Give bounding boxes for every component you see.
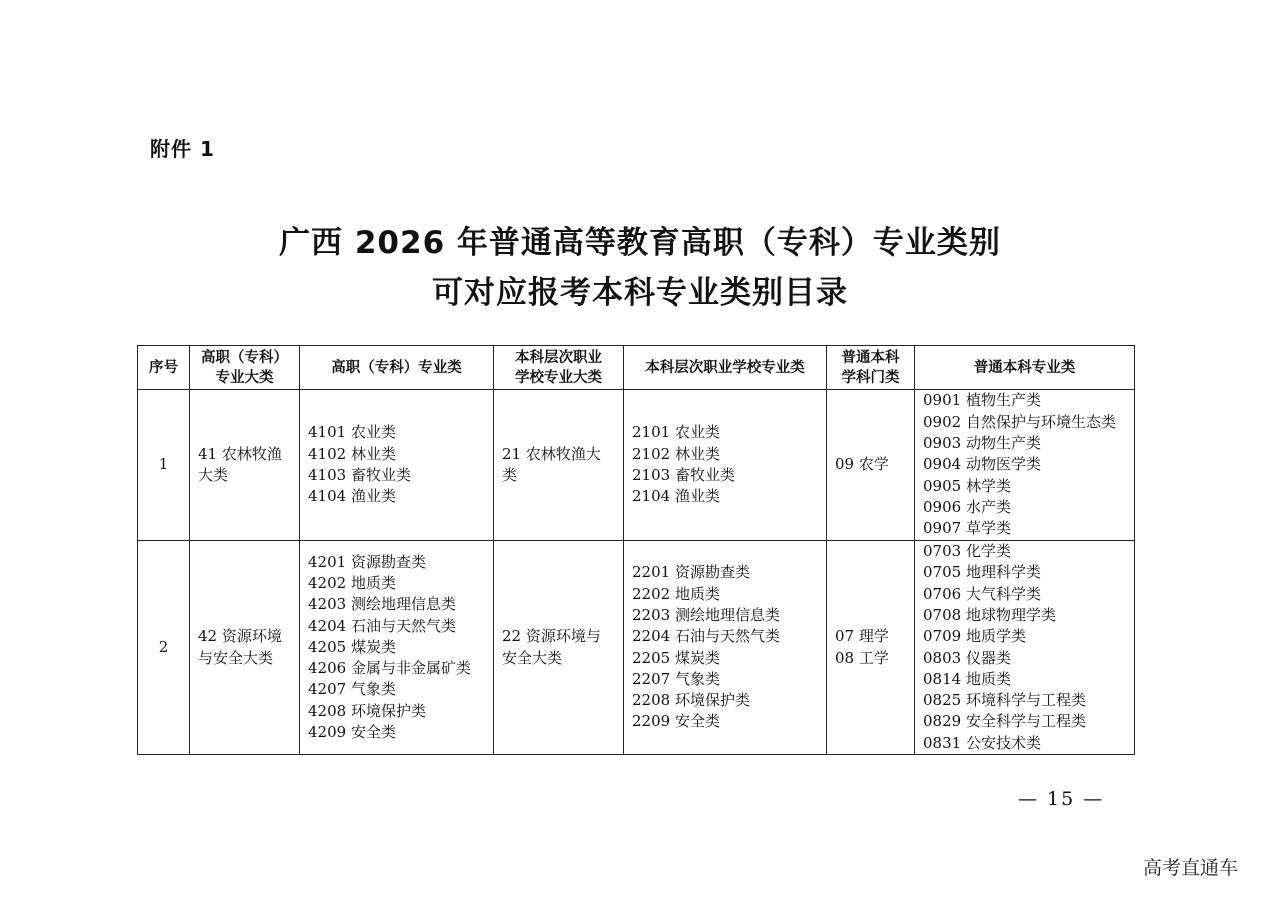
attachment-label: 附件 1: [150, 137, 215, 161]
bachelor-voc-category-text: 21 农林牧渔大类: [502, 444, 601, 484]
list-item: 2203 测绘地理信息类: [632, 605, 780, 624]
list-item: 4101 农业类: [308, 423, 396, 442]
list-item: 0708 地球物理学类: [923, 605, 1056, 624]
list-item: 0803 仪器类: [923, 648, 1011, 667]
table-row: [138, 390, 1135, 541]
list-item: 2204 石油与天然气类: [632, 627, 780, 646]
row-bachelor-voc-classes: [624, 390, 827, 541]
list-item: 0829 安全科学与工程类: [923, 712, 1086, 731]
list-item: 2104 渔业类: [632, 487, 720, 506]
list-item: 2101 农业类: [632, 423, 720, 442]
list-item: 0709 地质学类: [923, 627, 1026, 646]
row-general-disciplines: [827, 390, 915, 541]
list-item: 4201 资源勘查类: [308, 552, 426, 571]
list-item: 4209 安全类: [308, 723, 396, 742]
list-item: 0906 水产类: [923, 497, 1011, 516]
header-bachelor-voc-category-line-2: 学校专业大类: [515, 369, 602, 386]
list-item: 2207 气象类: [632, 669, 720, 688]
list-item: 08 工学: [835, 648, 889, 667]
list-item: 0904 动物医学类: [923, 455, 1041, 474]
header-seq: 序号: [138, 346, 190, 390]
list-item: 2209 安全类: [632, 712, 720, 731]
list-item: 4102 林业类: [308, 444, 396, 463]
vocational-category-text: 42 资源环境与安全大类: [198, 627, 282, 667]
list-item: 09 农学: [835, 455, 889, 474]
watermark-text: 高考直通车: [1143, 857, 1239, 879]
list-item: 4202 地质类: [308, 573, 396, 592]
list-item: 4104 渔业类: [308, 487, 396, 506]
header-vocational-category: [190, 346, 300, 390]
list-item: 0902 自然保护与环境生态类: [923, 412, 1116, 431]
header-vocational-category-line-2: 专业大类: [215, 369, 274, 386]
list-item: 2208 环境保护类: [632, 691, 750, 710]
major-mapping-table: [137, 345, 1135, 755]
list-item: 07 理学: [835, 627, 889, 646]
list-item: 2102 林业类: [632, 444, 720, 463]
header-vocational-category-line-1: 高职（专科）: [201, 349, 288, 366]
list-item: 0825 环境科学与工程类: [923, 691, 1086, 710]
row-general-classes: [915, 541, 1135, 755]
header-general-discipline-line-1: 普通本科: [841, 349, 900, 366]
header-bachelor-voc-class: 本科层次职业学校专业类: [624, 346, 827, 390]
row-vocational-category: [190, 390, 300, 541]
header-general-discipline: [827, 346, 915, 390]
list-item: 2205 煤炭类: [632, 648, 720, 667]
row-general-classes: [915, 390, 1135, 541]
row-general-disciplines: [827, 541, 915, 755]
list-item: 0706 大气科学类: [923, 584, 1041, 603]
row-vocational-classes: [300, 541, 494, 755]
list-item: 0905 林学类: [923, 476, 1011, 495]
table-row: [138, 541, 1135, 755]
vocational-category-text: 41 农林牧渔大类: [198, 444, 282, 484]
list-item: 4206 金属与非金属矿类: [308, 659, 471, 678]
header-general-discipline-line-2: 学科门类: [841, 369, 900, 386]
list-item: 4207 气象类: [308, 680, 396, 699]
row-seq: 1: [138, 390, 190, 541]
list-item: 0705 地理科学类: [923, 563, 1041, 582]
list-item: 4203 测绘地理信息类: [308, 595, 456, 614]
header-bachelor-voc-category-line-1: 本科层次职业: [515, 349, 602, 366]
list-item: 4208 环境保护类: [308, 701, 426, 720]
list-item: 0907 草学类: [923, 519, 1011, 538]
row-vocational-classes: [300, 390, 494, 541]
list-item: 0703 化学类: [923, 542, 1011, 561]
list-item: 4103 畜牧业类: [308, 466, 411, 484]
list-item: 2201 资源勘查类: [632, 563, 750, 582]
document-title-line-2: 可对应报考本科专业类别目录: [432, 275, 848, 311]
bachelor-voc-category-text: 22 资源环境与安全大类: [502, 627, 601, 667]
table-header-row: [138, 346, 1135, 390]
header-vocational-class: 高职（专科）专业类: [300, 346, 494, 390]
list-item: 2103 畜牧业类: [632, 466, 735, 484]
row-bachelor-voc-category: [494, 541, 624, 755]
list-item: 2202 地质类: [632, 584, 720, 603]
list-item: 0831 公安技术类: [923, 733, 1041, 752]
header-bachelor-voc-category: [494, 346, 624, 390]
list-item: 0814 地质类: [923, 669, 1011, 688]
row-bachelor-voc-category: [494, 390, 624, 541]
row-bachelor-voc-classes: [624, 541, 827, 755]
list-item: 4205 煤炭类: [308, 637, 396, 656]
list-item: 0903 动物生产类: [923, 434, 1041, 453]
header-general-class: 普通本科专业类: [915, 346, 1135, 390]
list-item: 4204 石油与天然气类: [308, 616, 456, 635]
row-vocational-category: [190, 541, 300, 755]
page-number: — 15 —: [1018, 788, 1105, 810]
document-title-line-1: 广西 2026 年普通高等教育高职（专科）专业类别: [279, 225, 1001, 261]
list-item: 0901 植物生产类: [923, 391, 1041, 410]
row-seq: 2: [138, 541, 190, 755]
